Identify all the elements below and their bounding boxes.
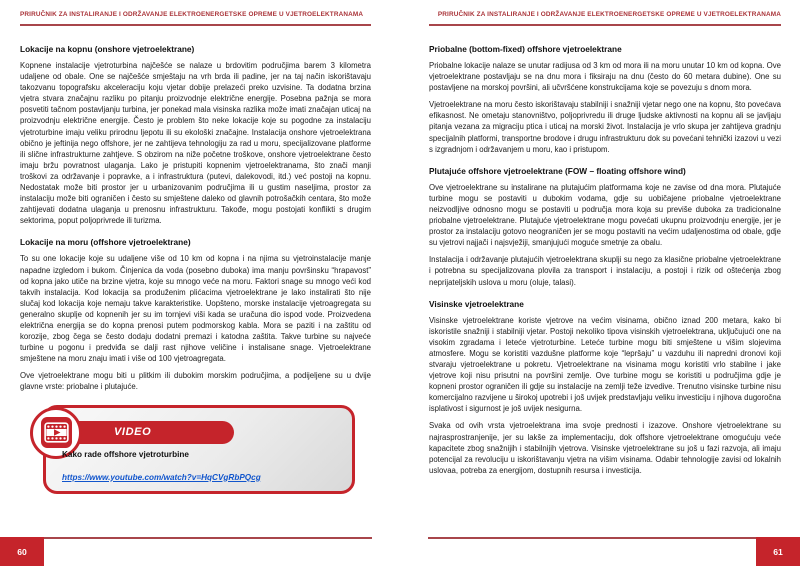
- paragraph-floating-2: Instalacija i održavanje plutajućih vjetroelektrana skuplji su nego za klasične priobalne vjetroelektrane i potrebna su specijalizovana plovila za transport i instalaciju, a postoji i rizik od oštećenja zbog neprijateljskih uslova u moru (oluje, talasi).: [429, 255, 781, 287]
- heading-onshore-locations: Lokacije na kopnu (onshore vjetroelektrane): [20, 44, 195, 54]
- head-rule-left: [20, 24, 371, 26]
- footer-rule-right: [428, 537, 800, 539]
- page-number-left: 60: [0, 537, 44, 566]
- heading-airborne: Visinske vjetroelektrane: [429, 298, 524, 309]
- running-head-left: PRIRUČNIK ZA INSTALIRANJE I ODRŽAVANJE ELEKTROENERGETSKE OPREME U VJETROELEKTRANAMA: [20, 11, 364, 18]
- paragraph-bottom-fixed-2: Vjetroelektrane na moru često iskorištavaju stabilniji i snažniji vjetar nego one na kopnu, što povećava efikasnost. Ne ometaju stanovništvo, poljoprivredu ili druge ljudske aktivnosti na kopnu ali se javljaju pitanja vezana za migraciju ptica i uticaj na morski život. Instalacija je vrlo skupa jer zahtijeva gradnju specijalnih platformi, transportne brodove i drugu infrastrukturu dok su povećani tehnički izazovi u vezi s izgradnjom i održavanjem u moru, kao i pristupom.: [429, 100, 781, 154]
- paragraph-onshore: Kopnene instalacije vjetroturbina najčešće se nalaze u brdovitim područjima barem 3 kilometra udaljene od obale. One se najčešće smještaju na vrh brda ili padine, jer na taj način iskorištavaju takozvanu topografsku akceleraciju koju vjetar dobije prelazeći preko uzvisine. Ta dodatna brzina vjetra stvara značajnu razliku po pitanju proizvodnje električne energije. Posebna pažnja se mora posvetiti tačnom postavljanju turbina, jer ponekad mala visinska razlika može imati značajan uticaj na proizvodnju električne energije. Često je problem što neke lokacije koje su pogodne za instalaciju vjetroturbine imaju veliku prirodnu ljepotu ili su ekološki značajne. Instalacija onshore vjetroelektrana obično je jeftinija nego offshore, jer ne zahtijeva tehnologiju za rad u moru, specijalizovane platforme ili slične infrastrukturne zahtjeve. S obzirom na niže početne troškove, onshore vjetroelektrane često imaju bržu povratnost ulaganja. Lako je pristupiti kopnenim vjetroelektranama, što znači manji troškovi za održavanje i popravke, a i infrastruktura (putevi, dalekovodi, itd.) već postoji na kopnu. Nedostatak može biti prostor jer u urbanizovanim područjima ili u gustim naseljima, prostor za instalaciju može biti ograničen i često su smještene daleko od glavnih potrošačkih centara, što može zahtijevati dodatna ulaganja u prenosnu infrastrukturu. Takođe, mogu postojati konflikti s drugim sektorima, poput poljoprivrede ili turizma.: [20, 61, 371, 226]
- video-title: Kako rade offshore vjetroturbine: [62, 449, 189, 459]
- heading-offshore-locations: Lokacije na moru (offshore vjetroelektrane): [20, 237, 191, 248]
- heading-bottom-fixed: Priobalne (bottom-fixed) offshore vjetroelektrane: [429, 44, 622, 54]
- video-callout-box: [43, 405, 355, 494]
- paragraph-bottom-fixed-1: Priobalne lokacije nalaze se unutar radijusa od 3 km od mora ili na moru unutar 10 km od kopna. Ove vjetroelektrane postavljaju se na dnu mora i fiksiraju na dnu (često do 60 metara dubine). One su postavljene na morskoj površini, ali učvršćene konstrukcijama koje se povezuju s dnom mora.: [429, 61, 781, 93]
- video-banner-label: VIDEO: [114, 426, 152, 439]
- paragraph-airborne: Visinske vjetroelektrane koriste vjetrove na većim visinama, obično iznad 200 metara, kako bi iskoristile snažniji i stabilniji vjetar. Postoji nekoliko tipova visinskih vjetroelektrana, uključujući one na visokim zgradama i leteće vjetroturbine. Leteće turbine mogu biti smještene u višim slojevima atmosfere. Mogu se koristiti vazdušne platforme koje “lepršaju” u vazduhu ili napredni dronovi koji stvaraju vjetroelektrane u pokretu. Vjetroelektrane na visinama mogu koristiti vrlo stabilne i jake vjetrove koji nisu prisutni na površini zemlje. Ove turbine mogu se koristiti u područjima gdje je kopneni prostor ograničen ili gdje su instalacije na zemlji teže izvedive. Trenutno visinske turbine nisu komercijalno razvijene u širokoj upotrebi i još uvijek predstavljaju veliku investiciju i njihova dugoročna isplativost i sigurnost je još uvijek nesigurna.: [429, 315, 781, 414]
- footer-rule-left: [0, 537, 372, 539]
- page-right-content: [429, 44, 781, 476]
- film-play-icon: [41, 417, 72, 448]
- head-rule-right: [429, 24, 781, 26]
- page-left-content: [20, 44, 371, 494]
- paragraph-floating-1: Ove vjetroelektrane su instalirane na plutajućim platformama koje ne zavise od dna mora. Plutajuće turbine mogu se postaviti u dubokim vodama, gdje su uobičajene priobalne vjetroelektrane neizvodljive odnosno mogu se postaviti u područja mora koja su previše duboka za tradicionalne priobalne vjetroelektrane. Plutajuće vjetroelektrane mogu povećati ukupnu proizvodnju energije, jer je prostor za instalaciju gotovo neograničen jer se mogu postaviti na većim udaljenostima od obale, gdje su vjetrovi najjači i najsvježiji, smanjujući moguće smetnje za obalu.: [429, 182, 781, 248]
- page-number-right: 61: [756, 537, 800, 566]
- paragraph-offshore: To su one lokacije koje su udaljene više od 10 km od kopna i na njima su vjetroinstalacije manje napadne izgledom i bukom. Činjenica da voda (posebno duboka) ima manju površinsku “hrapavost” od kopna jako utiče na brzine vjetra, koje su mnogo veće na moru. Faktori snage su mnogo veći kod takvih instalacija. Kod lokacija sa produženim plićacima vjetroelektrane je lako instalirati što nije slučaj kod lokacija koje nemaju takve karakteristike. Uopšteno, morske instalacije vjetroagregata su generalno skuplje od kopnenih jer su im tornjevi viši kada se uračuna dio ispod vode. Proizvedena električna energija se do kopna prenosi putem podmorskog kabla. Mora se paziti i na zaštitu od korozije, zbog čega se često dodaju dodatni premazi i katodna zaštita. Takve turbine su najveće turbine u pogonu i predviđa se dalji rast njihove veličine i instalisane snage. Vjetroelektrane smještene na moru znaju imati i više od 100 vjetroagregata.: [20, 254, 371, 364]
- paragraph-offshore-types: Ove vjetroelektrane mogu biti u plitkim ili dubokim morskim područjima, a podijeljene su u dvije glavne vrste: priobalne i plutajuće.: [20, 371, 371, 392]
- heading-floating-offshore: Plutajuće offshore vjetroelektrane (FOW – floating offshore wind): [429, 165, 686, 176]
- running-head-right: PRIRUČNIK ZA INSTALIRANJE I ODRŽAVANJE ELEKTROENERGETSKE OPREME U VJETROELEKTRANAMA: [437, 11, 781, 18]
- video-youtube-link[interactable]: https://www.youtube.com/watch?v=HqCVgRbPQcg: [62, 472, 261, 482]
- paragraph-summary: Svaka od ovih vrsta vjetroelektrana ima svoje prednosti i izazove. Onshore vjetroelektrane su najrasprostranjenije, jer su lakše za implementaciju, dok offshore vjetroelektrane omogućuju veće kapacitete zbog snažnijih i stabilnijih vjetrova. Visinske vjetroelektrane su još u fazi razvoja, ali imaju potencijal za revoluciju u iskorištavanju vjetra na višim visinama. Odabir tehnologije zavisi od lokalnih uslovaa, potreba za energijom, dostupnih resursa i investicija.: [429, 421, 781, 475]
- page-right: [400, 0, 800, 566]
